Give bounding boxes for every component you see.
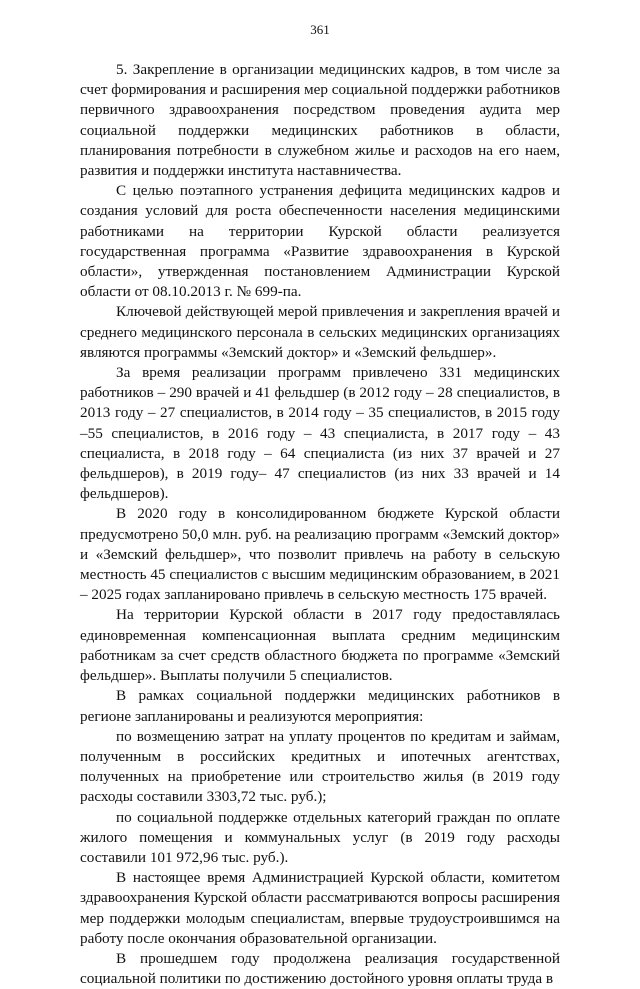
paragraph-5: В 2020 году в консолидированном бюджете Курской области предусмотрено 50,0 млн. руб. на реализацию программ «Земский доктор» и «Земский фельдшер», что позволит привлечь на работу в сельскую местность 45 специалистов с высшим медицинским образованием, в 2021 – 2025 годах запланировано привлечь в сельскую местность 175 врачей. [80, 505, 560, 604]
paragraph-8: по возмещению затрат на уплату процентов по кредитам и займам, полученным в российских кредитных и ипотечных агентствах, полученных на приобретение или строительство жилья (в 2019 году расходы составили 3303,72 тыс. руб.); [80, 727, 560, 806]
paragraph-2: С целью поэтапного устранения дефицита медицинских кадров и создания условий для роста обеспеченности населения медицинскими работниками на территории Курской области реализуется государственная программа «Развитие здравоохранения в Курской области», утвержденная постановлением Администрации Курской области от 08.10.2013 г. № 699-па. [80, 182, 560, 301]
paragraph-9: по социальной поддержке отдельных категорий граждан по оплате жилого помещения и коммунальных услуг (в 2019 году расходы составили 101 972,96 тыс. руб.). [80, 808, 560, 866]
document-body [80, 60, 560, 989]
paragraph-4: За время реализации программ привлечено 331 медицинских работников – 290 врачей и 41 фельдшер (в 2012 году – 28 специалистов, в 2013 году – 27 специалистов, в 2014 году – 35 специалистов, в 2015 году –55 специалистов, в 2016 году – 43 специалиста, в 2017 году – 43 специалиста, в 2018 году – 64 специалиста (из них 37 врачей и 27 фельдшеров), в 2019 году– 47 специалистов (из них 33 врачей и 14 фельдшеров). [80, 364, 560, 503]
paragraph-3: Ключевой действующей мерой привлечения и закрепления врачей и среднего медицинского персонала в сельских медицинских организациях являются программы «Земский доктор» и «Земский фельдшер». [80, 303, 560, 361]
paragraph-11: В прошедшем году продолжена реализация государственной социальной политики по достижению достойного уровня оплаты труда в [80, 949, 560, 988]
paragraph-6: На территории Курской области в 2017 году предоставлялась единовременная компенсационная выплата средним медицинским работникам за счет средств областного бюджета по программе «Земский фельдшер». Выплаты получили 5 специалистов. [80, 606, 560, 685]
paragraph-10: В настоящее время Администрацией Курской области, комитетом здравоохранения Курской области рассматриваются вопросы расширения мер поддержки молодым специалистам, впервые трудоустроившимся на работу после окончания образовательной организации. [80, 869, 560, 947]
paragraph-1: 5. Закрепление в организации медицинских кадров, в том числе за счет формирования и расширения мер социальной поддержки работников первичного здравоохранения посредством проведения аудита мер социальной поддержки медицинских работников в области, планирования потребности в служебном жилье и расходов на его наем, развития и поддержки института наставничества. [80, 61, 560, 180]
paragraph-7: В рамках социальной поддержки медицинских работников в регионе запланированы и реализуются мероприятия: [80, 687, 560, 725]
page-number: 361 [310, 22, 330, 37]
